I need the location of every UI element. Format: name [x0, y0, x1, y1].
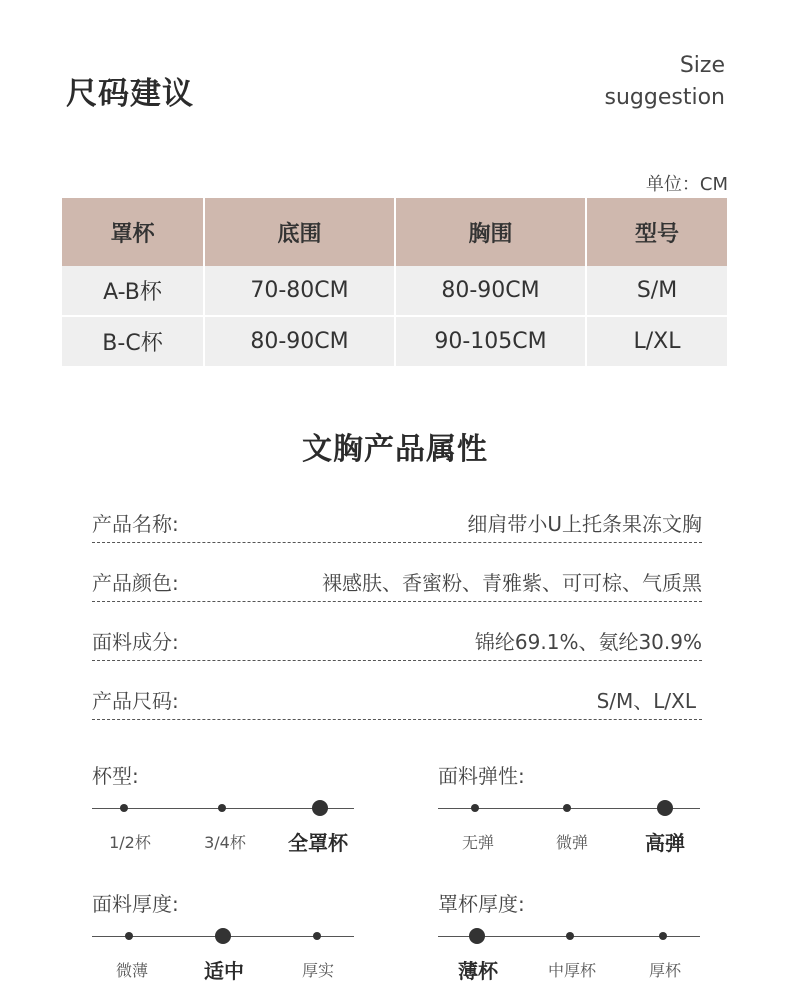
attribute-value: 锦纶69.1%、氨纶30.9%	[474, 630, 702, 654]
scale-dot-selected	[469, 928, 485, 944]
page-subtitle	[605, 50, 725, 114]
attribute-row-name	[92, 502, 702, 543]
scale-dot-selected	[312, 800, 328, 816]
scale-option: 微薄	[115, 961, 148, 980]
table-cell: 80-90CM	[395, 266, 586, 316]
subtitle-line-1: Size	[679, 53, 725, 78]
attributes-title: 文胸产品属性	[302, 432, 488, 467]
attribute-row-fabric	[92, 620, 702, 661]
scale-dot	[566, 932, 574, 940]
scale-option: 微弹	[555, 833, 588, 852]
size-table	[62, 198, 727, 366]
table-cell: S/M	[586, 266, 727, 316]
attribute-value: 裸感肤、香蜜粉、青雅紫、可可棕、气质黑	[322, 571, 702, 595]
scale-dot	[125, 932, 133, 940]
scale-option-selected: 适中	[204, 959, 244, 983]
scale-option: 厚杯	[648, 961, 681, 980]
table-cell: 90-105CM	[395, 316, 586, 366]
scale-option-selected: 全罩杯	[288, 831, 348, 855]
attribute-row-size	[92, 679, 702, 720]
attribute-label: 面料成分:	[92, 630, 179, 654]
header-size: 型号	[586, 198, 727, 266]
table-row	[62, 316, 727, 366]
attribute-label: 产品尺码:	[92, 689, 179, 713]
scale-option: 中厚杯	[547, 961, 596, 980]
unit-label: 单位：CM	[645, 174, 728, 195]
scale-dot	[218, 804, 226, 812]
table-row	[62, 266, 727, 316]
scale-cup-thickness	[438, 888, 700, 1008]
scale-option-selected: 高弹	[645, 831, 685, 855]
scale-option: 厚实	[301, 961, 334, 980]
scale-dot-selected	[657, 800, 673, 816]
scale-dot-selected	[215, 928, 231, 944]
scale-dot	[313, 932, 321, 940]
scale-option: 无弹	[461, 833, 494, 852]
scale-title: 面料厚度:	[92, 892, 179, 916]
scale-cup-type	[92, 760, 354, 880]
scale-dot	[563, 804, 571, 812]
attribute-label: 产品颜色:	[92, 571, 179, 595]
table-cell: L/XL	[586, 316, 727, 366]
scale-title: 杯型:	[92, 764, 139, 788]
scale-dot	[659, 932, 667, 940]
table-cell: 80-90CM	[204, 316, 395, 366]
scale-option-selected: 薄杯	[458, 959, 498, 983]
scale-fabric-elasticity	[438, 760, 700, 880]
scale-dot	[471, 804, 479, 812]
scale-option: 3/4杯	[204, 833, 246, 852]
scale-title: 面料弹性:	[438, 764, 525, 788]
table-header-row	[62, 198, 727, 266]
attribute-row-color	[92, 561, 702, 602]
table-cell: A-B杯	[62, 266, 204, 316]
scale-title: 罩杯厚度:	[438, 892, 525, 916]
attribute-value: 细肩带小U上托条果冻文胸	[467, 512, 702, 536]
table-cell: B-C杯	[62, 316, 204, 366]
attribute-value: S/M、L/XL	[596, 689, 696, 713]
header-cup: 罩杯	[62, 198, 204, 266]
table-cell: 70-80CM	[204, 266, 395, 316]
scale-dot	[120, 804, 128, 812]
scale-fabric-thickness	[92, 888, 354, 1008]
header-bust: 胸围	[395, 198, 586, 266]
scale-option: 1/2杯	[109, 833, 151, 852]
header-underbust: 底围	[204, 198, 395, 266]
page-title: 尺码建议	[66, 76, 194, 112]
subtitle-line-2: suggestion	[604, 85, 725, 110]
attribute-label: 产品名称:	[92, 512, 179, 536]
